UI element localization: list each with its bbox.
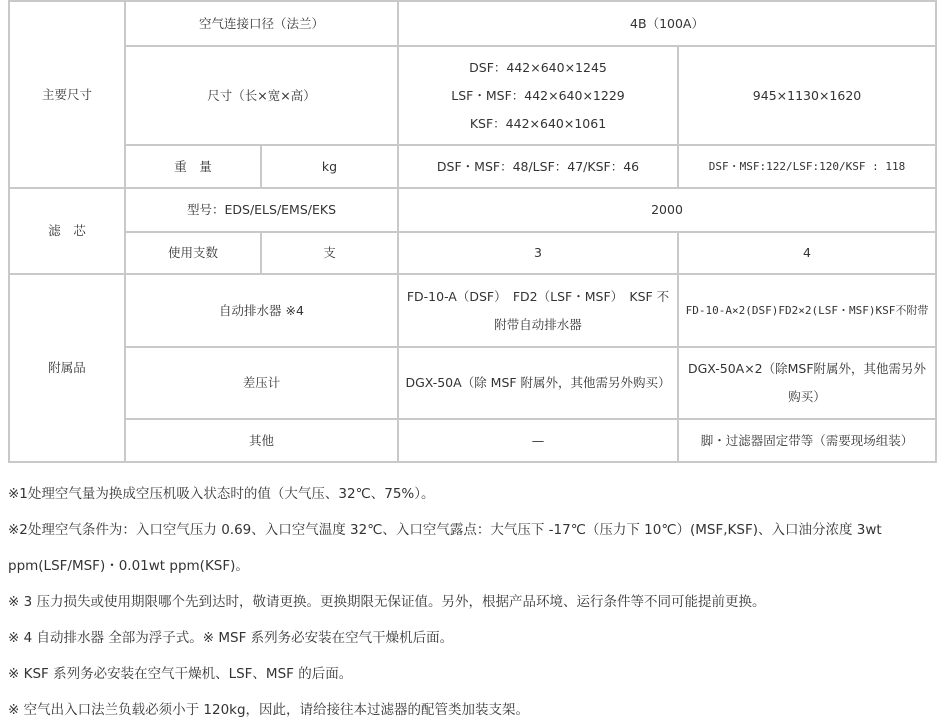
table-row xyxy=(9,274,936,347)
count-label: 使用支数 xyxy=(125,232,261,274)
air-conn-label: 空气连接口径（法兰） xyxy=(125,1,398,46)
drain-left: FD-10-A（DSF） FD2（LSF・MSF） KSF 不附带自动排水器 xyxy=(398,274,678,347)
table-row xyxy=(9,188,936,232)
note-2: ※2处理空气条件为：入口空气压力 0.69、入口空气温度 32℃、入口空气露点：大气压下 -17℃（压力下 10℃）(MSF,KSF)、入口油分浓度 3wt ppm(LSF/MSF)・0.01wt ppm(KSF)。 xyxy=(8,522,882,574)
weight-right: DSF・MSF:122/LSF:120/KSF : 118 xyxy=(678,145,936,188)
air-conn-value: 4B（100A） xyxy=(398,1,936,46)
model-value: 2000 xyxy=(398,188,936,232)
gauge-right: DGX-50A×2（除MSF附属外，其他需另外购买） xyxy=(678,347,936,419)
weight-label: 重 量 xyxy=(125,145,261,188)
table-row xyxy=(9,232,936,274)
table-row xyxy=(9,145,936,188)
spec-table xyxy=(8,0,937,463)
count-right: 4 xyxy=(678,232,936,274)
size-lsf-msf: LSF・MSF：442×640×1229 xyxy=(451,87,625,103)
model-label: 型号：EDS/ELS/EMS/EKS xyxy=(125,188,398,232)
gauge-label: 差压计 xyxy=(125,347,398,419)
table-row xyxy=(9,419,936,462)
table-row xyxy=(9,1,936,46)
size-right: 945×1130×1620 xyxy=(678,46,936,145)
count-unit: 支 xyxy=(261,232,398,274)
other-left: — xyxy=(398,419,678,462)
note-6: ※ 空气出入口法兰负载必须小于 120kg，因此，请给接往本过滤器的配管类加装支架。 xyxy=(8,702,530,718)
acc-label: 附属品 xyxy=(9,274,125,462)
gauge-left: DGX-50A（除 MSF 附属外，其他需另外购买） xyxy=(398,347,678,419)
table-row xyxy=(9,46,936,145)
weight-unit: kg xyxy=(261,145,398,188)
size-dsf: DSF：442×640×1245 xyxy=(469,59,607,75)
other-right: 脚・过滤器固定带等（需要现场组装） xyxy=(678,419,936,462)
table-row xyxy=(9,347,936,419)
other-label: 其他 xyxy=(125,419,398,462)
drain-label: 自动排水器 ※4 xyxy=(125,274,398,347)
count-left: 3 xyxy=(398,232,678,274)
note-1: ※1处理空气量为换成空压机吸入状态时的值（大气压、32℃、75%）。 xyxy=(8,486,435,502)
note-4: ※ 4 自动排水器 全部为浮子式。※ MSF 系列务必安装在空气干燥机后面。 xyxy=(8,630,454,646)
weight-left: DSF・MSF：48/LSF：47/KSF：46 xyxy=(398,145,678,188)
note-5: ※ KSF 系列务必安装在空气干燥机、LSF、MSF 的后面。 xyxy=(8,666,353,682)
filter-label: 滤 芯 xyxy=(9,188,125,274)
main-dims-label: 主要尺寸 xyxy=(9,1,125,188)
size-ksf: KSF：442×640×1061 xyxy=(469,115,607,131)
notes xyxy=(8,476,936,728)
size-left xyxy=(398,46,678,145)
drain-right: FD-10-A×2(DSF)FD2×2(LSF・MSF)KSF不附带 xyxy=(678,274,936,347)
size-label: 尺寸（长×宽×高） xyxy=(125,46,398,145)
note-3: ※ 3 压力损失或使用期限哪个先到达时，敬请更换。更换期限无保证值。另外，根据产品环境、运行条件等不同可能提前更换。 xyxy=(8,594,766,610)
